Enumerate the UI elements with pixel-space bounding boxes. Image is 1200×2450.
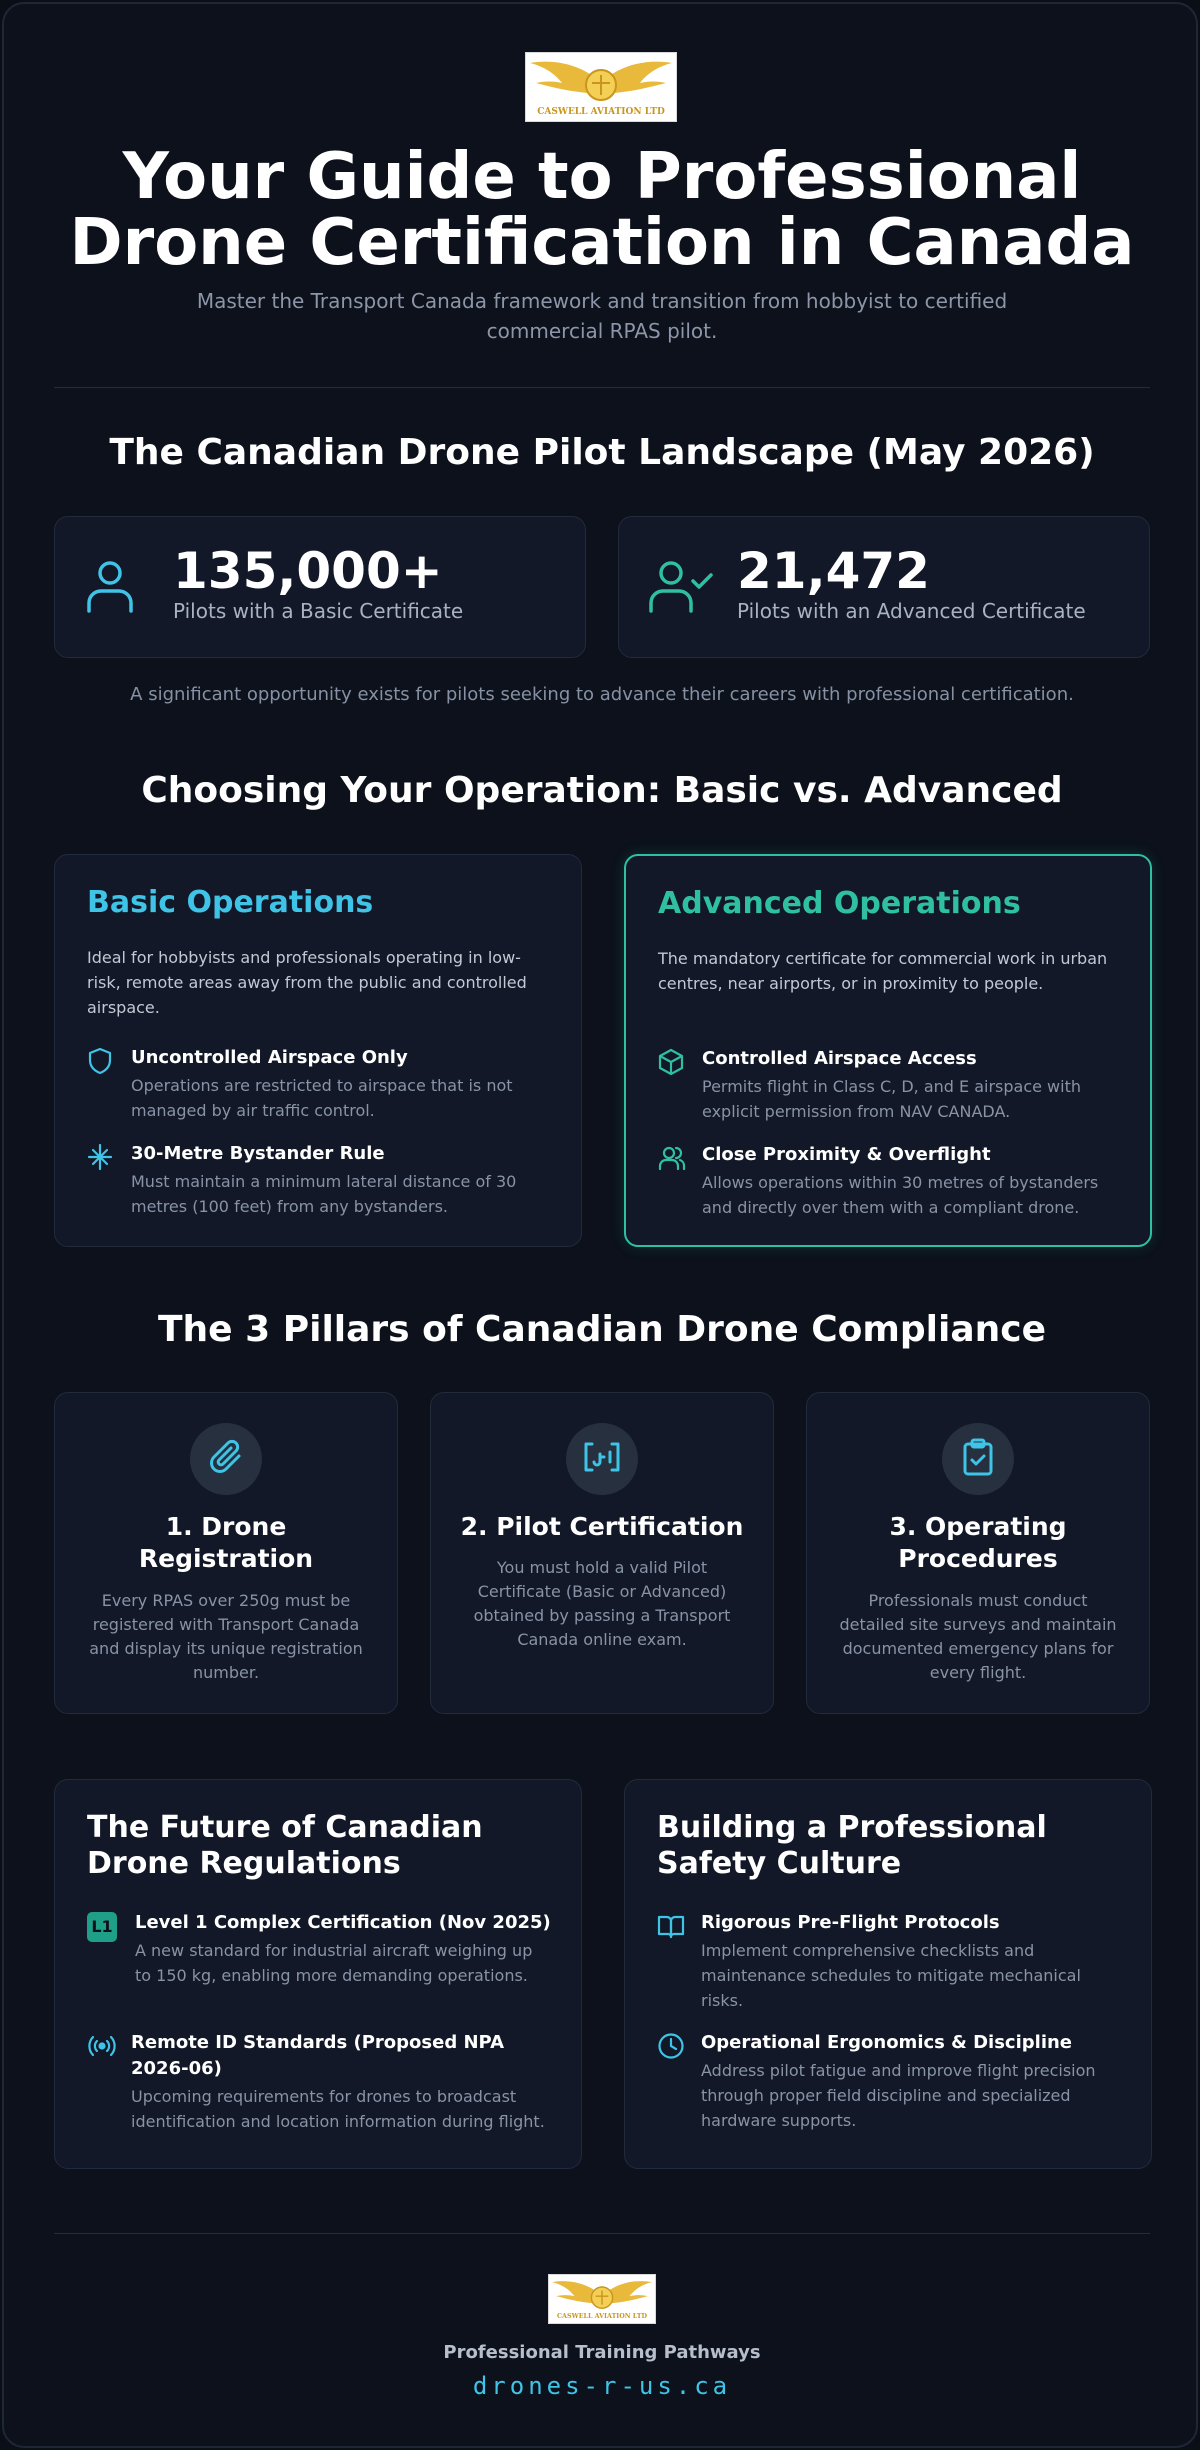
feature-item [658, 1142, 1128, 1220]
book-open-icon [657, 1912, 685, 1944]
basic-operations-description: Ideal for hobbyists and professionals operating in low-risk, remote areas away from the public and controlled airspace. [87, 948, 527, 1017]
feature-item [87, 1045, 557, 1123]
pillar-title: 2. Pilot Certification [460, 1512, 744, 1541]
pillar-card [54, 1392, 398, 1714]
footer-url-link[interactable]: drones-r-us.ca [472, 2372, 732, 2400]
future-regulations-card [54, 1779, 582, 2169]
regulation-description: Upcoming requirements for drones to broadcast identification and location information during flight. [131, 2087, 545, 2131]
advanced-operations-title: Advanced Operations [658, 886, 1021, 921]
safety-item-description: Address pilot fatigue and improve flight precision through proper field discipline and specialized hardware supports. [701, 2061, 1096, 2130]
operations-title: Choosing Your Operation: Basic vs. Advanced [141, 770, 1063, 811]
safety-item [657, 1910, 1127, 2013]
landscape-note: A significant opportunity exists for pilots seeking to advance their careers with professional certification. [130, 684, 1074, 705]
distance-icon [87, 1143, 113, 1175]
paperclip-icon [207, 1438, 245, 1480]
safety-item-description: Implement comprehensive checklists and maintenance schedules to mitigate mechanical risks. [701, 1941, 1081, 2010]
pillar-card [430, 1392, 774, 1714]
regulation-title: Remote ID Standards (Proposed NPA 2026-06) [131, 2032, 504, 2079]
pillar-card [806, 1392, 1150, 1714]
regulation-description: A new standard for industrial aircraft weighing up to 150 kg, enabling more demanding operations. [135, 1941, 533, 1985]
clipboard-check-icon [961, 1438, 995, 1480]
stat-card-basic [54, 516, 586, 658]
caswell-logo [548, 2274, 656, 2324]
feature-description: Permits flight in Class C, D, and E airspace with explicit permission from NAV CANADA. [702, 1077, 1081, 1121]
pillar-title: 1. Drone Registration [138, 1512, 314, 1573]
footer-title: Professional Training Pathways [443, 2342, 761, 2363]
stat-label: Pilots with an Advanced Certificate [737, 599, 1086, 623]
pillar-icon-circle [190, 1423, 262, 1495]
svg-text:CASWELL AVIATION LTD: CASWELL AVIATION LTD [557, 2313, 647, 2321]
feature-title: Close Proximity & Overflight [702, 1144, 991, 1165]
broadcast-icon [87, 2032, 117, 2064]
safety-item-title: Operational Ergonomics & Discipline [701, 2032, 1073, 2053]
safety-culture-card [624, 1779, 1152, 2169]
regulation-item [87, 1910, 553, 1988]
pillar-description: You must hold a valid Pilot Certificate (Basic or Advanced) obtained by passing a Transport Canada online exam. [473, 1558, 731, 1649]
pillar-description: Every RPAS over 250g must be registered with Transport Canada and display its unique registration number. [89, 1591, 363, 1682]
safety-item [657, 2030, 1127, 2133]
basic-operations-title: Basic Operations [87, 885, 374, 920]
regulation-title: Level 1 Complex Certification (Nov 2025) [135, 1912, 551, 1933]
page-title: Your Guide to Professional Drone Certification in Canada [69, 140, 1135, 280]
future-title: The Future of Canadian Drone Regulations [87, 1810, 483, 1881]
shield-icon [87, 1047, 113, 1079]
feature-item [658, 1046, 1128, 1124]
level-badge [87, 1912, 117, 1942]
pillar-icon-circle [566, 1423, 638, 1495]
feature-title: Controlled Airspace Access [702, 1048, 977, 1069]
user-check-icon [649, 559, 715, 619]
advanced-operations-card [624, 854, 1152, 1247]
svg-text:CASWELL AVIATION LTD: CASWELL AVIATION LTD [537, 107, 665, 117]
stat-value: 135,000+ [173, 542, 443, 600]
pillars-title: The 3 Pillars of Canadian Drone Compliance [158, 1309, 1046, 1350]
stat-label: Pilots with a Basic Certificate [173, 599, 464, 623]
regulation-item [87, 2030, 553, 2134]
safety-item-title: Rigorous Pre-Flight Protocols [701, 1912, 1000, 1933]
divider [54, 2233, 1150, 2234]
pillar-icon-circle [942, 1423, 1014, 1495]
basic-operations-card [54, 854, 582, 1247]
feature-description: Operations are restricted to airspace that is not managed by air traffic control. [131, 1076, 513, 1120]
feature-title: 30-Metre Bystander Rule [131, 1143, 385, 1164]
pillar-title: 3. Operating Procedures [889, 1512, 1067, 1573]
landscape-title: The Canadian Drone Pilot Landscape (May 2026) [109, 432, 1095, 473]
feature-item [87, 1141, 557, 1219]
stat-value: 21,472 [737, 542, 930, 600]
feature-description: Must maintain a minimum lateral distance of 30 metres (100 feet) from any bystanders. [131, 1172, 517, 1216]
cube-icon [658, 1048, 684, 1080]
divider [54, 387, 1150, 388]
safety-title: Building a Professional Safety Culture [657, 1810, 1047, 1881]
caswell-logo [525, 52, 677, 122]
infographic-page [2, 2, 1198, 2448]
page-subtitle: Master the Transport Canada framework and transition from hobbyist to certified commercial RPAS pilot. [196, 289, 1008, 343]
feature-description: Allows operations within 30 metres of bystanders and directly over them with a compliant drone. [702, 1173, 1099, 1217]
advanced-operations-description: The mandatory certificate for commercial work in urban centres, near airports, or in proximity to people. [658, 949, 1108, 993]
feature-title: Uncontrolled Airspace Only [131, 1047, 408, 1068]
id-card-icon [582, 1440, 622, 1478]
pillar-description: Professionals must conduct detailed site surveys and maintain documented emergency plans for every flight. [839, 1591, 1117, 1682]
user-icon [85, 559, 135, 619]
clock-icon [657, 2032, 685, 2064]
users-icon [658, 1144, 686, 1176]
badge-label: L1 [87, 1912, 117, 1942]
stat-card-advanced [618, 516, 1150, 658]
